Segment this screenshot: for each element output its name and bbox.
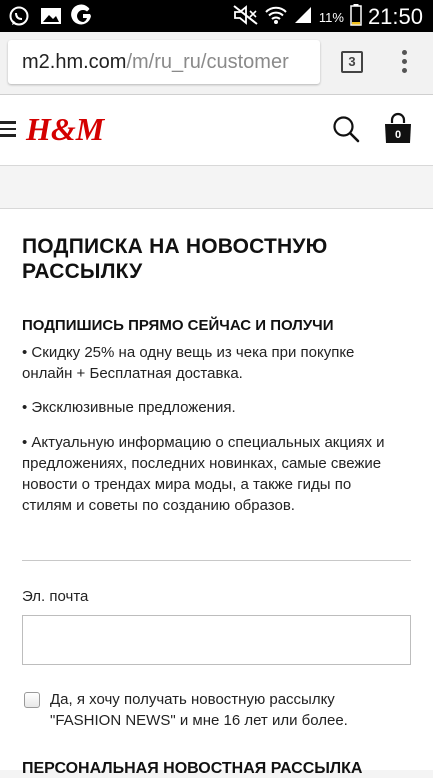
benefit-item: • Скидку 25% на одну вещь из чека при покупке онлайн + Бесплатная доставка. <box>22 344 355 382</box>
newsletter-consent-checkbox[interactable] <box>24 692 40 708</box>
page-title: ПОДПИСКА НА НОВОСТНУЮ РАССЫЛКУ <box>22 235 328 283</box>
benefit-item: • Актуальную информацию о специальных акциях и предложениях, последних новинках, самые свежие новости о трендах мира моды, а также гиды по стилям и советы по созданию образов. <box>22 434 385 514</box>
divider <box>22 560 411 561</box>
hamburger-menu-icon[interactable] <box>0 121 16 137</box>
shopping-bag-icon[interactable] <box>383 113 413 145</box>
system-status <box>233 4 423 30</box>
battery-icon <box>350 4 362 30</box>
google-icon <box>72 5 94 27</box>
email-field[interactable] <box>22 615 411 665</box>
tab-switcher-button[interactable]: 3 <box>341 51 363 73</box>
mute-icon <box>233 5 259 29</box>
benefit-item: • Эксклюзивные предложения. <box>22 399 236 416</box>
url-path: /m/ru_ru/customer <box>126 51 289 73</box>
newsletter-form <box>0 209 433 777</box>
battery-percent: 11% <box>318 9 344 25</box>
wifi-icon <box>265 5 287 29</box>
url-text <box>22 51 289 74</box>
gallery-icon <box>40 5 62 27</box>
bag-count: 0 <box>394 129 402 141</box>
url-bar[interactable] <box>8 40 320 84</box>
url-host: m2.hm.com <box>22 51 127 73</box>
search-icon[interactable] <box>332 115 360 143</box>
browser-toolbar <box>0 32 433 95</box>
whatsapp-icon <box>8 5 30 27</box>
notification-icons <box>8 5 94 27</box>
status-bar <box>0 0 433 32</box>
consent-label[interactable]: Да, я хочу получать новостную рассылку "FASHION NEWS" и мне 16 лет или более. <box>50 691 348 729</box>
logo-text: H&M <box>26 111 105 147</box>
clock: 21:50 <box>367 4 423 29</box>
signal-icon <box>293 6 313 28</box>
section-heading: ПЕРСОНАЛЬНАЯ НОВОСТНАЯ РАССЫЛКА <box>22 760 363 777</box>
hm-logo[interactable] <box>24 109 105 149</box>
benefits-heading: ПОДПИШИСЬ ПРЯМО СЕЙЧАС И ПОЛУЧИ <box>22 317 334 334</box>
breadcrumb-bar <box>0 166 433 209</box>
email-label: Эл. почта <box>22 588 89 605</box>
overflow-menu-icon[interactable] <box>397 48 411 76</box>
site-header <box>0 95 433 166</box>
